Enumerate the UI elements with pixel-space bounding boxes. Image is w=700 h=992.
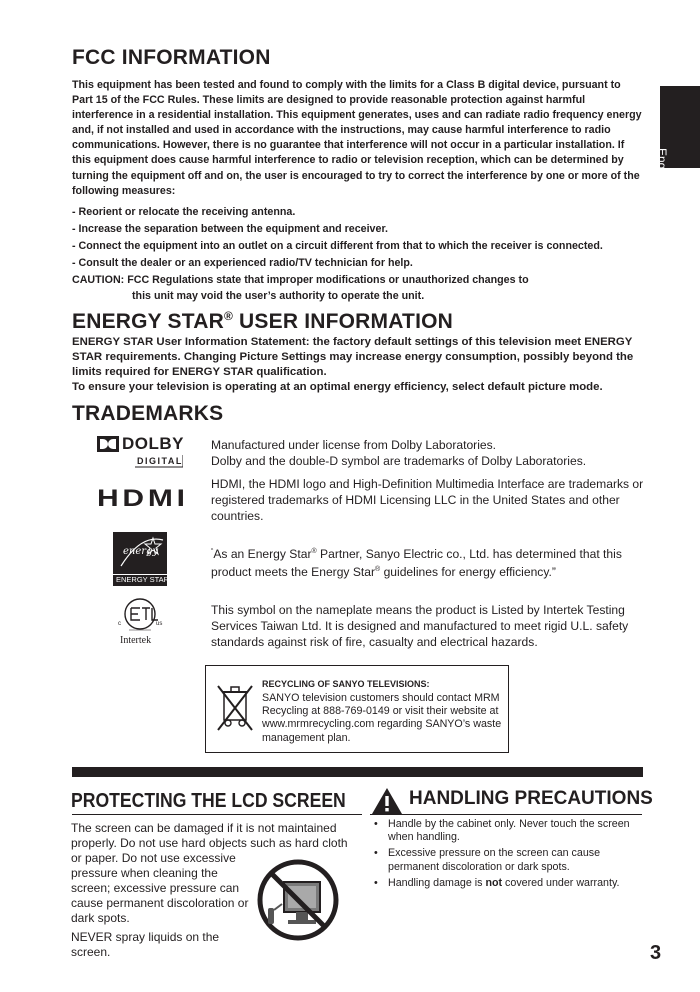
fcc-measure-4: - Consult the dealer or an experienced radio/TV technician for help. [72,257,413,269]
fcc-paragraph-text: This equipment has been tested and found to comply with the limits for a Class B digital device, pursuant to Part 15 of the FCC Rules. These limits are designed to provide reasonable protection against harmful interference in a residential installation. This equipment generates, uses and can radiate radio frequency energy and, if not installed and used in accordance with the instructions, may cause harmful interference to radio communications. However, there is no guarantee that interference will not occur in a particular installation. If this equipment does cause harmful interference to radio or television reception, which can be determined by turning the equipment off and on, the user is encouraged to try to correct the interference by one or more of the following measures: [72,79,642,197]
energy-star-partner-text [211,544,651,580]
etl-text: This symbol on the nameplate means the product is Listed by Intertek Testing Services Taiwan Ltd. It is designed and manufactured to meet rigid U.L. safety standards against risk of fire, casualty and electrical hazards. [211,603,629,649]
section-divider [72,767,643,777]
fcc-title: FCC INFORMATION [72,46,271,69]
energy-star-logo-script: energy [123,546,159,557]
dolby-text [211,437,651,469]
handling-list [372,818,647,893]
etl-circle-icon [115,597,165,635]
protecting-text-8: NEVER spray liquids on the [71,930,220,944]
energy-open-quote: “ [211,548,214,555]
etl-logo [115,597,165,649]
dolby-logo-word: DOLBY [122,434,184,453]
fcc-caution-line-1: CAUTION: FCC Regulations state that improper modifications or unauthorized changes to [72,274,529,286]
language-tab-label: English [655,148,669,188]
fcc-measure-2: - Increase the separation between the equipment and receiver. [72,223,388,235]
recycling-heading: RECYCLING OF SANYO TELEVISIONS: [262,679,430,689]
dolby-text-line-2: Dolby and the double-D symbol are trademarks of Dolby Laboratories. [211,454,587,468]
protecting-lcd-title: PROTECTING THE LCD SCREEN [71,790,346,812]
energy-star-paragraph [72,335,652,395]
energy-text-b: Partner, Sanyo Electric co., Ltd. has determined that this product meets the Energy Star [211,547,622,580]
hdmi-logo [97,485,189,512]
language-tab [655,86,700,188]
handling-rule [370,814,642,815]
dolby-logo [97,435,183,469]
protecting-text-9: screen. [71,945,111,959]
hdmi-logo-word: HDMI [97,485,189,512]
fcc-measure-1: - Reorient or relocate the receiving antenna. [72,206,296,218]
energy-star-logo-label: ENERGY STAR [116,575,170,584]
warning-icon [371,787,403,815]
handling-item-2: • Excessive pressure on the screen can cause permanent discoloration or dark spots. [372,847,647,873]
handling-item-1: • Handle by the cabinet only. Never touch the screen when handling. [372,818,647,844]
no-spray-icon [256,858,340,942]
etl-us-mark: us [156,621,163,627]
fcc-caution-line-2: this unit may void the user’s authority to operate the unit. [132,290,425,302]
protecting-text-3: or paper. Do not use excessive [71,851,236,865]
handling-item-3-b: not [485,876,503,889]
hdmi-text: HDMI, the HDMI logo and High-Definition Multimedia Interface are trademarks or registered trademarks of HDMI Licensing LLC in the United States and other countries. [211,477,644,523]
protecting-text-1: The screen can be damaged if it is not maintained [71,821,337,835]
energy-star-title-rest: USER INFORMATION [233,310,454,333]
fcc-measure-3: - Connect the equipment into an outlet on a circuit different from that to which the receiver is connected. [72,240,603,252]
protecting-text-4: pressure when cleaning the [71,866,218,880]
energy-text-a: As an Energy Star [213,547,312,562]
energy-reg-2: ® [375,566,381,574]
energy-star-title-reg: ® [223,309,233,323]
crossed-bin-icon [216,684,254,732]
handling-item-3-c: covered under warranty. [502,876,620,889]
handling-precautions-title: HANDLING PRECAUTIONS [409,788,653,809]
energy-reg-1: ® [311,548,317,555]
energy-star-title-main: ENERGY STAR [72,310,224,333]
protecting-rule [72,814,362,815]
trademarks-title: TRADEMARKS [72,402,224,425]
energy-star-paragraph-text: ENERGY STAR User Information Statement: the factory default settings of this television meet ENERGY STAR requirements. Changing Picture Settings may increase energy consumption, possibly beyond the limits required for ENERGY STAR qualification. [72,336,634,378]
handling-item-3-a: Handling damage is [388,876,486,889]
dolby-logo-sub: DIGITAL [137,456,183,466]
fcc-paragraph [72,78,642,199]
protecting-text-2: properly. Do not use hard objects such as hard cloth [71,836,348,850]
etl-intertek: Intertek [120,635,152,646]
recycling-text: SANYO television customers should contact MRM Recycling at 888-769-0149 or visit their website at www.mrmrecycling.com regarding SANYO’s waste management plan. [262,692,502,744]
etl-c-mark: c [118,621,121,627]
protecting-text-5: screen; excessive pressure can [71,881,240,895]
protecting-text-6: cause permanent discoloration or [71,896,249,910]
energy-star-logo [113,532,170,586]
dolby-text-line-1: Manufactured under license from Dolby Laboratories. [211,438,497,452]
energy-star-last-line: To ensure your television is operating at an optimal energy efficiency, select default picture mode. [72,381,603,393]
energy-text-c: guidelines for energy efficiency.” [380,565,556,580]
page-number: 3 [650,942,662,964]
protecting-text-7: dark spots. [71,911,130,925]
handling-item-3 [372,877,647,890]
energy-star-title [72,309,453,334]
